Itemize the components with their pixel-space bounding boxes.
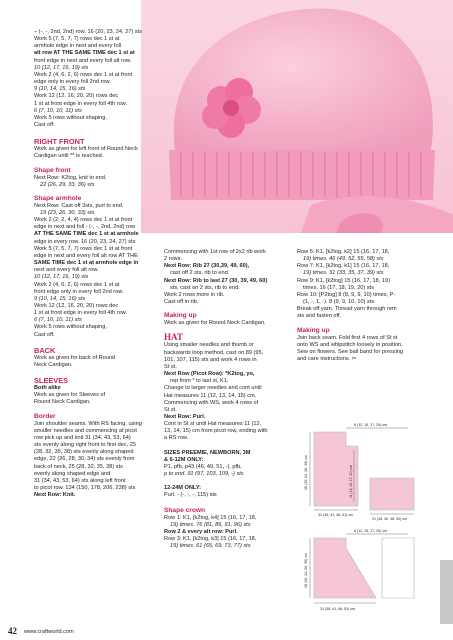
dim-left-1: 18 (20, 24, 26, 30) cm bbox=[304, 454, 308, 490]
making-up-heading: Making up bbox=[297, 326, 330, 334]
dim-left-2: 18 (20, 24, 26, 30) cm bbox=[304, 552, 308, 588]
text-line: SIZES PREEMIE, NEWBORN, 3M bbox=[164, 449, 251, 456]
text-line: 1 st at front edge in every foll 4th row. bbox=[34, 310, 127, 317]
text-line: Next Row: K2tog, knit to end. bbox=[34, 174, 107, 181]
text-line: and care instructions. ✂ bbox=[297, 356, 357, 363]
text-line: Hat measures 11 (12, 13, 14, 15) cm. bbox=[164, 392, 257, 399]
text-line: 19) times. 46 (49, 52, 55, 58) sts bbox=[303, 256, 384, 263]
text-line: Cardigan until ** is reached. bbox=[34, 153, 104, 160]
making-up-heading: Making up bbox=[164, 312, 197, 320]
dim-bottom-1: 31 (36, 41, 46, 51) cm bbox=[318, 513, 354, 517]
text-line: armhole edge in next and every foll bbox=[34, 43, 122, 50]
text-line: next and every foll alt row. bbox=[34, 267, 99, 274]
text-line: sts and fasten off. bbox=[297, 313, 342, 320]
text-line: Round Neck Cardigan. bbox=[34, 399, 91, 406]
shape-front-heading: Shape front bbox=[34, 166, 71, 174]
text-line: Work as given for back of Round bbox=[34, 354, 116, 361]
text-line: Work 2 (4, 6, 2, 6) rows dec 1 st at front bbox=[34, 71, 133, 78]
sleeves-subheading: Both alike bbox=[34, 385, 61, 392]
text-line: backwards loop method, cast on 89 (95, bbox=[164, 349, 264, 356]
text-line: back of neck, 25 (28, 32, 35, 38) sts bbox=[34, 463, 123, 470]
border-heading: Border bbox=[34, 412, 56, 420]
text-line: 31 (34, 43, 53, 64) sts along left front bbox=[34, 477, 126, 484]
text-line: front edge in next and every foll alt row. bbox=[34, 57, 132, 64]
text-line: Join back seam. Fold first 4 rows of St st bbox=[297, 334, 398, 341]
text-line: onto WS and whipstitch loosely in position. bbox=[297, 341, 403, 348]
hat-photo bbox=[141, 0, 453, 233]
text-line: 10 (12, 17, 16, 19) sts bbox=[34, 64, 89, 71]
text-line: Work 12 (12, 16, 20, 20) rows dec bbox=[34, 303, 119, 309]
text-line: Row 2 & every alt row: Purl. bbox=[164, 528, 238, 535]
text-line: Row 7: K1, [k2tog, k1] 15 (16, 17, 18, bbox=[297, 263, 390, 270]
hat-illustration bbox=[141, 0, 453, 233]
text-line: 19) times. 61 (65, 69, 73, 77) sts bbox=[170, 543, 251, 550]
text-line: Next Row: Rib to last 27 (30, 39, 49, 60) bbox=[164, 277, 268, 284]
text-line: Work 5 (7, 5, 7, 7) rows dec 1 st at bbox=[34, 36, 120, 43]
text-line: front edge only in every foll 2nd row. bbox=[34, 288, 124, 295]
text-line: Join shoulder seams. With RS facing, using bbox=[34, 420, 142, 427]
text-line: St st. bbox=[164, 406, 177, 413]
middle-column bbox=[164, 249, 286, 550]
text-line: Change to larger needles and cont until bbox=[164, 385, 262, 392]
right-column bbox=[297, 249, 437, 363]
text-line: Cast off in rib. bbox=[164, 299, 199, 306]
text-line: Work 2 rows more in rib. bbox=[164, 291, 225, 298]
text-line: Work 5 rows without shaping, bbox=[34, 324, 107, 331]
text-line: Next Row: Knit. bbox=[34, 492, 76, 499]
text-line: Row 3: K1, [k2tog, k3] 15 (16, 17, 18, bbox=[164, 536, 257, 542]
text-line: 1 st at front edge in every foll 4th row. bbox=[34, 100, 127, 107]
edge-strip bbox=[440, 560, 453, 624]
text-line: Neck Cardigan. bbox=[34, 361, 73, 368]
text-line: evenly along shaped edge and bbox=[34, 470, 111, 477]
dim-sleeve-1: 21 (26, 30, 36, 40) cm bbox=[372, 517, 408, 521]
text-line: Row 1: K1, [k2tog, k4] 15 (16, 17, 18, bbox=[164, 514, 257, 521]
text-line: Using smaller needles and thumb or bbox=[164, 342, 254, 349]
text-line: Row 5: K1, [k2tog, k2] 15 (16, 17, 18, bbox=[297, 249, 390, 255]
text-line: Cast off. bbox=[34, 122, 55, 129]
hat-heading: HAT bbox=[164, 332, 183, 343]
text-line: smaller needles and commencing at picot bbox=[34, 427, 137, 434]
text-line: rep from * to last st, K1, bbox=[170, 378, 229, 385]
text-line: Next Row: Cast off 3sts, purl to end. bbox=[34, 202, 124, 209]
text-line: 12-24M ONLY: bbox=[164, 485, 201, 492]
text-line: (1, -, 1, -). 8 (9, 9, 10, 10) sts bbox=[303, 299, 375, 306]
sleeves-heading: SLEEVES bbox=[34, 376, 69, 386]
text-line: times. 16 (17, 18, 19, 20) sts bbox=[303, 284, 374, 291]
text-line: 10 (12, 17, 16, 19) sts bbox=[34, 274, 89, 281]
text-line: sts evenly along right front to first dec, 25 bbox=[34, 442, 136, 449]
text-line: Work as given for left front of Round Neck bbox=[34, 146, 138, 153]
dim-mid-1: 11 (13, 15, 17, 20) cm bbox=[349, 465, 353, 498]
text-line: Work as given for Round Neck Cardigan. bbox=[164, 320, 266, 327]
dim-top-2: 8 (12, 15, 17, 20) cm bbox=[354, 529, 388, 533]
text-line: & 6-12M ONLY: bbox=[164, 456, 204, 463]
text-line: – (-, -, 2nd, 2nd) row. 16 (20, 23, 24, 27) sts bbox=[34, 29, 142, 35]
text-line: 9 (10, 14, 15, 16) sts bbox=[34, 295, 86, 302]
text-line: Commencing with WS, work 4 rows of bbox=[164, 399, 259, 406]
schematic-diagrams bbox=[296, 420, 436, 620]
text-line: St st. bbox=[164, 363, 177, 370]
text-line: (28, 32, 35, 38) sts evenly along shaped bbox=[34, 449, 134, 456]
footer-site: www.craftworld.com bbox=[24, 628, 74, 635]
shape-crown-heading: Shape crown bbox=[164, 506, 206, 514]
text-line: Work 5 rows without shaping. bbox=[34, 114, 107, 121]
page-footer bbox=[0, 624, 453, 640]
text-line: 6 (7, 10, 10, 11) sts bbox=[34, 107, 82, 114]
text-line: SAME TIME dec 1 st at armhole edge in bbox=[34, 260, 139, 267]
text-line: Next Row: Rib 27 (30,39, 49, 60), bbox=[164, 263, 250, 270]
text-line: 13, 14, 15) cm from picot row, ending with bbox=[164, 428, 268, 435]
dim-bottom-2: 31 (36, 41, 46, 51) cm bbox=[320, 607, 356, 611]
shape-armhole-heading: Shape armhole bbox=[34, 194, 82, 202]
text-line: 19) times. 76 (81, 86, 91, 96) sts bbox=[170, 521, 251, 528]
text-line: 19 (23, 26, 30, 33) sts bbox=[40, 209, 95, 216]
text-line: 22 (26, 29, 33, 36) sts bbox=[40, 181, 95, 188]
text-line: row pick up and knit 31 (34, 43, 53, 64) bbox=[34, 434, 131, 441]
text-line: Commencing with 1st row of 2x2 rib work bbox=[164, 249, 266, 255]
text-line: AT THE SAME TIME dec 1 st at armhole bbox=[34, 231, 139, 238]
text-line: Next Row: Purl. bbox=[164, 413, 206, 420]
text-line: P1, pfb, p43 (46, 49, 51, -), pfb, bbox=[164, 463, 242, 470]
text-line: Cast off. bbox=[34, 331, 55, 338]
sleeve-schematic bbox=[370, 478, 414, 514]
text-line: 9 (10, 14, 15, 16) sts bbox=[34, 86, 86, 93]
text-line: sts, cast on 2 sts, rib to end. bbox=[170, 284, 240, 291]
front-schematic bbox=[310, 534, 414, 603]
text-line: alt row AT THE SAME TIME dec 1 st at bbox=[34, 50, 135, 57]
text-line: Work 5 (7, 5, 7, 7) rows dec 1 st at front bbox=[34, 245, 133, 252]
text-line: Row 9: K1, [k2tog] 15 (16, 17, 18, 19) bbox=[297, 277, 390, 284]
text-line: p to end. 91 (97, 103, 109, -) sts bbox=[164, 471, 244, 478]
text-line: 19) times. 31 (33, 35, 37, 39) sts bbox=[303, 270, 384, 277]
text-line: Work 2 (2, 2, 4, 4) rows dec 1 st at front bbox=[34, 217, 133, 224]
text-line: edge in next and foll - (-, -, 2nd, 2nd) row bbox=[34, 224, 136, 231]
page-number: 42 bbox=[8, 626, 17, 636]
text-line: a RS row. bbox=[164, 435, 189, 442]
text-line: Work as given for Sleeves of bbox=[34, 392, 106, 399]
text-line: Break off yarn. Thread yarn through rem bbox=[297, 306, 397, 313]
text-line: edge only in every foll 2nd row. bbox=[34, 79, 111, 86]
text-line: cast off 2 sts, rib to end. bbox=[170, 270, 230, 277]
text-line: 2 rows. bbox=[164, 256, 183, 263]
text-line: to picot row. 134 (150, 178, 206, 238) sts bbox=[34, 484, 136, 491]
text-line: Row 10: [P2tog] 8 (8, 9, 9, 10) times, P- bbox=[297, 291, 396, 298]
text-line: 6 (7, 10, 10, 11) sts bbox=[34, 317, 82, 324]
left-column bbox=[34, 29, 160, 499]
text-line: 101, 107, 115) sts and work 4 rows in bbox=[164, 356, 257, 363]
text-line: edge in next and every foll alt row AT THE bbox=[34, 252, 138, 259]
text-line: edge, 22 (26, 28, 30, 34) sts evenly from bbox=[34, 456, 135, 463]
text-line: Work 12 (12, 16, 20, 20) rows dec bbox=[34, 93, 119, 100]
right-front-heading: RIGHT FRONT bbox=[34, 137, 85, 147]
text-line: Work 2 (4, 6, 2, 6) rows dec 1 st at bbox=[34, 281, 120, 288]
text-line: edge in every row. 16 (20, 23, 24, 27) sts bbox=[34, 238, 136, 245]
text-line: Cont in St st until Hat measures 11 (12, bbox=[164, 421, 262, 428]
back-heading: BACK bbox=[34, 345, 56, 355]
text-line: Purl. - (-, -, -, 115) sts bbox=[164, 492, 217, 499]
text-line: Next Row (Picot Row): *K2tog, yo, bbox=[164, 371, 255, 378]
text-line: Sew on flowers. See ball band for pressing bbox=[297, 348, 404, 355]
dim-top-1: 8 (12, 15, 17, 20) cm bbox=[354, 423, 388, 427]
